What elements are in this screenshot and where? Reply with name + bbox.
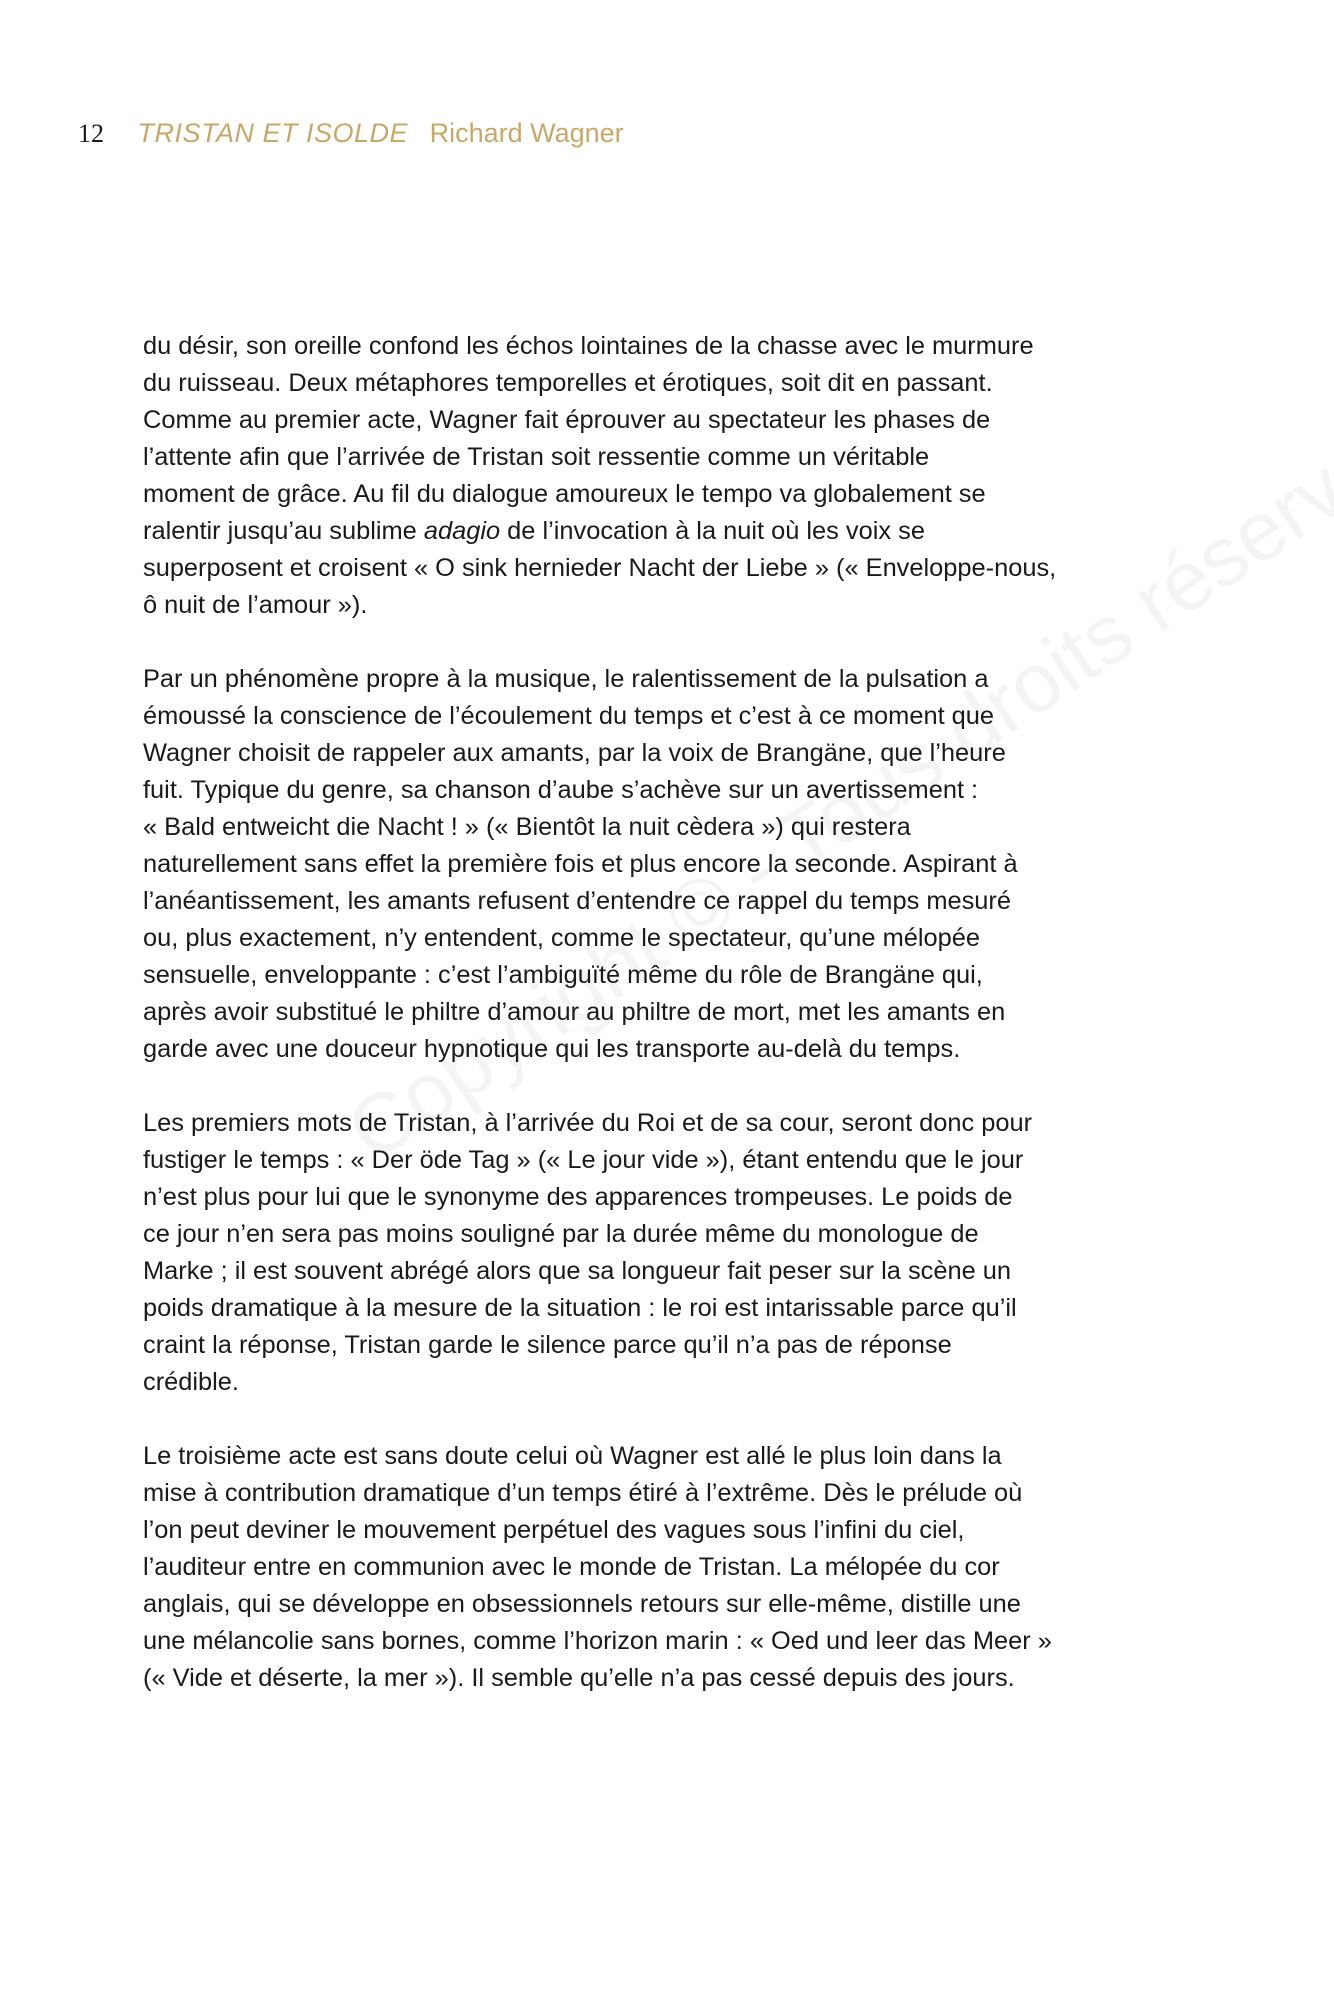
paragraph — [143, 1105, 1203, 1401]
text-segment: de l’invocation à la nuit où les voix se — [500, 517, 925, 545]
text-line: du ruisseau. Deux métaphores temporelles et érotiques, soit dit en passant. — [143, 369, 993, 397]
work-title: TRISTAN ET ISOLDE — [137, 118, 409, 148]
text-line: poids dramatique à la mesure de la situation : le roi est intarissable parce qu’il — [143, 1294, 1017, 1322]
text-line: « Bald entweicht die Nacht ! » (« Bientôt la nuit cèdera ») qui restera — [143, 813, 911, 841]
text-line: ô nuit de l’amour »). — [143, 591, 368, 619]
body-text — [143, 328, 1203, 1734]
text-line: émoussé la conscience de l’écoulement du temps et c’est à ce moment que — [143, 702, 995, 730]
page-number: 12 — [78, 119, 104, 148]
text-line: mise à contribution dramatique d’un temps étiré à l’extrême. Dès le prélude où — [143, 1479, 1023, 1507]
text-line: Marke ; il est souvent abrégé alors que sa longueur fait peser sur la scène un — [143, 1257, 1012, 1285]
text-line: sensuelle, enveloppante : c’est l’ambiguïté même du rôle de Brangäne qui, — [143, 961, 983, 989]
text-line: l’attente afin que l’arrivée de Tristan soit ressentie comme un véritable — [143, 443, 930, 471]
italic-term: adagio — [423, 517, 501, 545]
text-line: (« Vide et déserte, la mer »). Il semble qu’elle n’a pas cessé depuis des jours. — [143, 1664, 1015, 1692]
text-line: ou, plus exactement, n’y entendent, comme le spectateur, qu’une mélopée — [143, 924, 980, 952]
text-line: ce jour n’en sera pas moins souligné par la durée même du monologue de — [143, 1220, 979, 1248]
text-line: l’on peut deviner le mouvement perpétuel des vagues sous l’infini du ciel, — [143, 1516, 965, 1544]
paragraph — [143, 328, 1203, 624]
text-line: après avoir substitué le philtre d’amour au philtre de mort, met les amants en — [143, 998, 1006, 1026]
text-line: Le troisième acte est sans doute celui où Wagner est allé le plus loin dans la — [143, 1442, 1002, 1470]
author-name: Richard Wagner — [429, 118, 624, 148]
text-line: superposent et croisent « O sink hernieder Nacht der Liebe » (« Enveloppe-nous, — [143, 554, 1057, 582]
text-line: garde avec une douceur hypnotique qui les transporte au-delà du temps. — [143, 1035, 961, 1063]
text-line: crédible. — [143, 1368, 239, 1396]
text-line: Les premiers mots de Tristan, à l’arrivée du Roi et de sa cour, seront donc pour — [143, 1109, 1033, 1137]
text-line: Par un phénomène propre à la musique, le ralentissement de la pulsation a — [143, 665, 989, 693]
text-line: naturellement sans effet la première fois et plus encore la seconde. Aspirant à — [143, 850, 1018, 878]
text-line: fuit. Typique du genre, sa chanson d’aube s’achève sur un avertissement : — [143, 776, 979, 804]
text-line: Comme au premier acte, Wagner fait éprouver au spectateur les phases de — [143, 406, 991, 434]
text-line: Wagner choisit de rappeler aux amants, par la voix de Brangäne, que l’heure — [143, 739, 1006, 767]
text-line: du désir, son oreille confond les échos lointaines de la chasse avec le murmure — [143, 332, 1034, 360]
text-line: fustiger le temps : « Der öde Tag » (« Le jour vide »), étant entendu que le jour — [143, 1146, 1024, 1174]
text-line: anglais, qui se développe en obsessionnels retours sur elle-même, distille une — [143, 1590, 1021, 1618]
text-line: une mélancolie sans bornes, comme l’horizon marin : « Oed und leer das Meer » — [143, 1627, 1052, 1655]
text-line: n’est plus pour lui que le synonyme des apparences trompeuses. Le poids de — [143, 1183, 1013, 1211]
text-line — [143, 513, 1203, 550]
running-header — [78, 116, 624, 151]
text-segment: ralentir jusqu’au sublime — [143, 517, 424, 545]
text-line: craint la réponse, Tristan garde le silence parce qu’il n’a pas de réponse — [143, 1331, 952, 1359]
paragraph — [143, 661, 1203, 1068]
text-line: l’auditeur entre en communion avec le monde de Tristan. La mélopée du cor — [143, 1553, 1000, 1581]
paragraph — [143, 1438, 1203, 1697]
text-line: moment de grâce. Au fil du dialogue amoureux le tempo va globalement se — [143, 480, 986, 508]
text-line: l’anéantissement, les amants refusent d’entendre ce rappel du temps mesuré — [143, 887, 1011, 915]
